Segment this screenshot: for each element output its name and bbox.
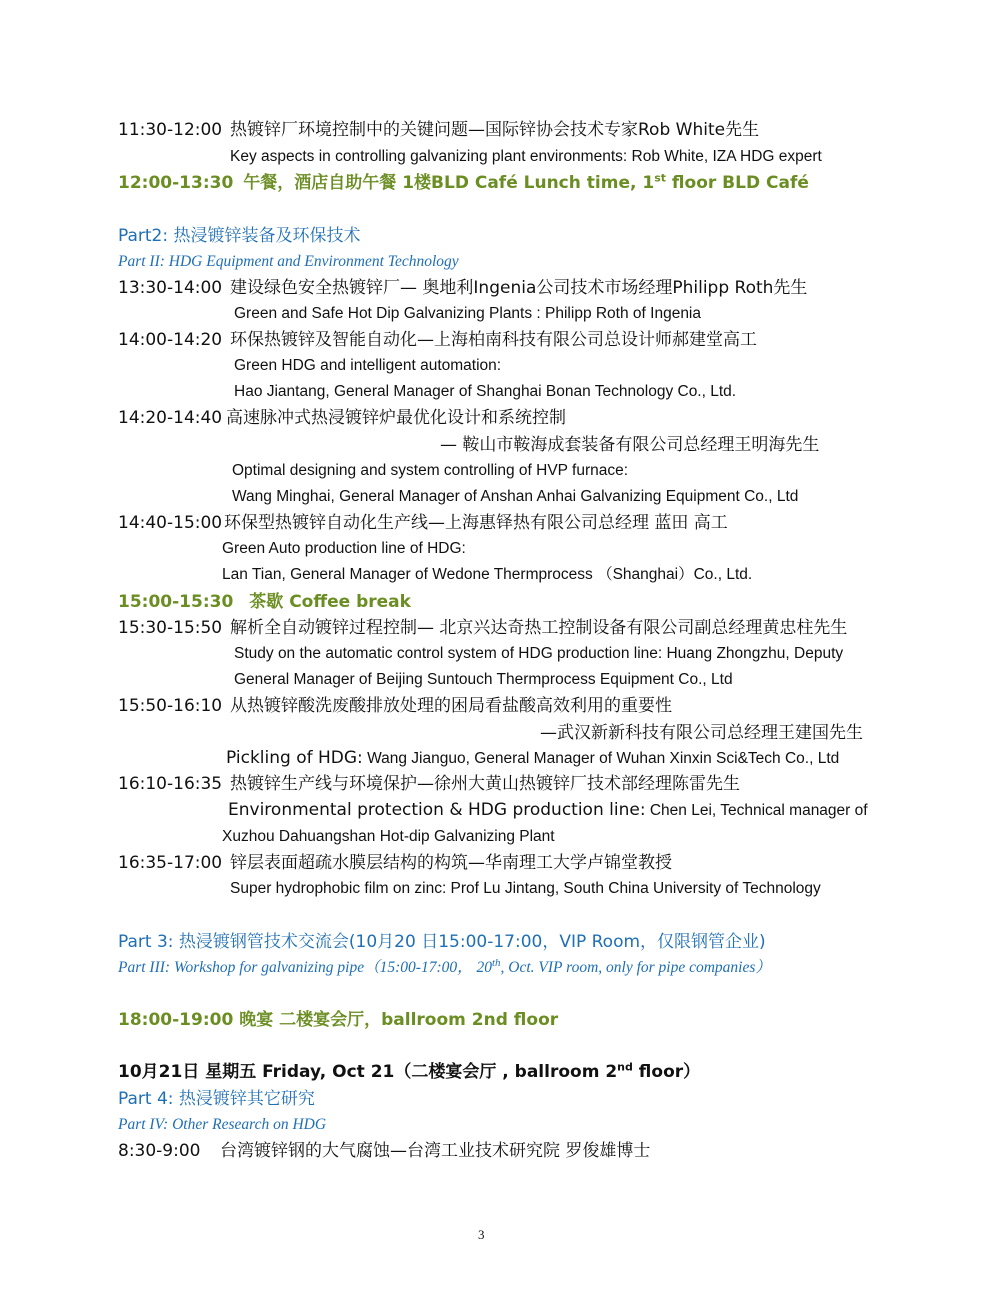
session-time: 8:30-9:00 <box>118 1141 201 1161</box>
session-line <box>118 332 757 349</box>
session-line <box>118 620 847 637</box>
session-time: 13:30-14:00 <box>118 278 223 298</box>
session-title-en: Super hydrophobic film on zinc: Prof Lu Jintang, South China University of Technology <box>230 880 821 897</box>
session-line <box>118 515 728 532</box>
session-line <box>118 280 807 297</box>
session-title-en-rest: Wang Jianguo, General Manager of Wuhan Xinxin Sci&Tech Co., Ltd <box>362 750 840 767</box>
part3-sub-sup: th <box>491 956 501 969</box>
session-time: 11:30-12:00 <box>118 120 223 140</box>
part2-heading: Part2: 热浸镀锌装备及环保技术 <box>118 226 361 246</box>
session-time: 14:20-14:40 <box>118 408 223 428</box>
session-title-en: Green Auto production line of HDG: <box>222 540 466 557</box>
session-time: 15:50-16:10 <box>118 696 223 716</box>
session-speaker-cn: —武汉新新科技有限公司总经理王建国先生 <box>540 723 863 743</box>
session-line <box>118 855 672 872</box>
session-time: 14:40-15:00 <box>118 513 223 533</box>
session-title-cn: 热镀锌生产线与环境保护—徐州大黄山热镀锌厂技术部经理陈雷先生 <box>230 774 740 794</box>
dinner-line: 18:00-19:00 晚宴 二楼宴会厅，ballroom 2nd floor <box>118 1010 559 1030</box>
lunch-sup: st <box>654 171 666 185</box>
session-title-cn: 热镀锌厂环境控制中的关键问题—国际锌协会技术专家Rob White先生 <box>230 120 760 140</box>
session-speaker-en: Lan Tian, General Manager of Wedone Thermprocess （Shanghai）Co., Ltd. <box>222 566 753 583</box>
session-title-cn: 从热镀锌酸洗废酸排放处理的困局看盐酸高效利用的重要性 <box>230 696 672 716</box>
session-title-en <box>228 802 868 819</box>
session-title-cn: 建设绿色安全热镀锌厂— 奥地利Ingenia公司技术市场经理Philipp Roth先生 <box>230 278 808 298</box>
session-speaker-en: Xuzhou Dahuangshan Hot-dip Galvanizing Plant <box>222 828 555 845</box>
session-title-cn: 环保热镀锌及智能自动化—上海柏南科技有限公司总设计师郝建堂高工 <box>230 330 757 350</box>
lunch-time: 12:00-13:30 <box>118 173 234 193</box>
session-title-en-lead: Environmental protection & HDG production line: <box>228 800 646 820</box>
session-line <box>118 1143 650 1160</box>
day-heading-b: floor） <box>632 1062 701 1082</box>
session-line <box>118 698 672 715</box>
lunch-line <box>118 171 809 193</box>
part3-subheading <box>118 956 771 976</box>
session-speaker-en: General Manager of Beijing Suntouch Thermprocess Equipment Co., Ltd <box>234 671 733 688</box>
day-heading-sup: nd <box>617 1060 633 1074</box>
session-title-en: Optimal designing and system controlling of HVP furnace: <box>232 462 629 479</box>
session-speaker-en: Hao Jiantang, General Manager of Shanghai Bonan Technology Co., Ltd. <box>234 383 737 400</box>
session-line <box>118 776 740 793</box>
session-time: 15:30-15:50 <box>118 618 223 638</box>
lunch-tail: floor BLD Café <box>666 173 809 193</box>
session-speaker-cn: — 鞍山市鞍海成套装备有限公司总经理王明海先生 <box>440 435 820 455</box>
session-title-cn: 解析全自动镀锌过程控制— 北京兴达奇热工控制设备有限公司副总经理黄忠柱先生 <box>230 618 848 638</box>
session-time: 16:10-16:35 <box>118 774 223 794</box>
session-line <box>118 122 759 139</box>
session-speaker-en: Wang Minghai, General Manager of Anshan Anhai Galvanizing Equipment Co., Ltd <box>232 488 799 505</box>
page-number: 3 <box>478 1227 485 1242</box>
part4-heading: Part 4: 热浸镀锌其它研究 <box>118 1089 315 1109</box>
part3-heading: Part 3: 热浸镀钢管技术交流会(10月20 日15:00-17:00，VIP Room，仅限钢管企业) <box>118 932 766 952</box>
session-title-cn: 锌层表面超疏水膜层结构的构筑—华南理工大学卢锦堂教授 <box>230 853 672 873</box>
session-title-cn: 环保型热镀锌自动化生产线—上海惠铎热有限公司总经理 蓝田 高工 <box>224 513 728 533</box>
session-title-cn: 高速脉冲式热浸镀锌炉最优化设计和系统控制 <box>226 408 566 428</box>
session-title-en-rest: Chen Lei, Technical manager of <box>645 802 868 819</box>
session-title-cn: 台湾镀锌钢的大气腐蚀—台湾工业技术研究院 罗俊雄博士 <box>220 1141 651 1161</box>
lunch-text: 午餐，酒店自助午餐 1楼BLD Café Lunch time, 1 <box>243 173 655 193</box>
coffee-break-line <box>118 594 411 611</box>
part4-subheading: Part IV: Other Research on HDG <box>118 1116 327 1133</box>
session-time: 16:35-17:00 <box>118 853 223 873</box>
session-title-en: Green HDG and intelligent automation: <box>234 357 502 374</box>
break-time: 15:00-15:30 <box>118 592 234 612</box>
session-line <box>118 410 566 427</box>
session-title-en: Key aspects in controlling galvanizing plant environments: Rob White, IZA HDG expert <box>230 148 822 165</box>
part3-sub-a: Part III: Workshop for galvanizing pipe（15:00-17:00， 20 <box>118 959 492 976</box>
session-title-en-lead: Pickling of HDG: <box>226 748 363 768</box>
break-text: 茶歇 Coffee break <box>249 592 411 612</box>
session-title-en: Study on the automatic control system of HDG production line: Huang Zhongzhu, Deputy <box>234 645 844 662</box>
session-title-en: Green and Safe Hot Dip Galvanizing Plants : Philipp Roth of Ingenia <box>234 305 701 322</box>
day-heading <box>118 1060 701 1082</box>
part2-subheading: Part II: HDG Equipment and Environment Technology <box>118 253 459 270</box>
session-time: 14:00-14:20 <box>118 330 223 350</box>
session-title-en <box>226 750 839 767</box>
part3-sub-b: , Oct. VIP room, only for pipe companies） <box>500 959 771 976</box>
day-heading-a: 10月21日 星期五 Friday, Oct 21（二楼宴会厅 , ballroom 2 <box>118 1062 618 1082</box>
